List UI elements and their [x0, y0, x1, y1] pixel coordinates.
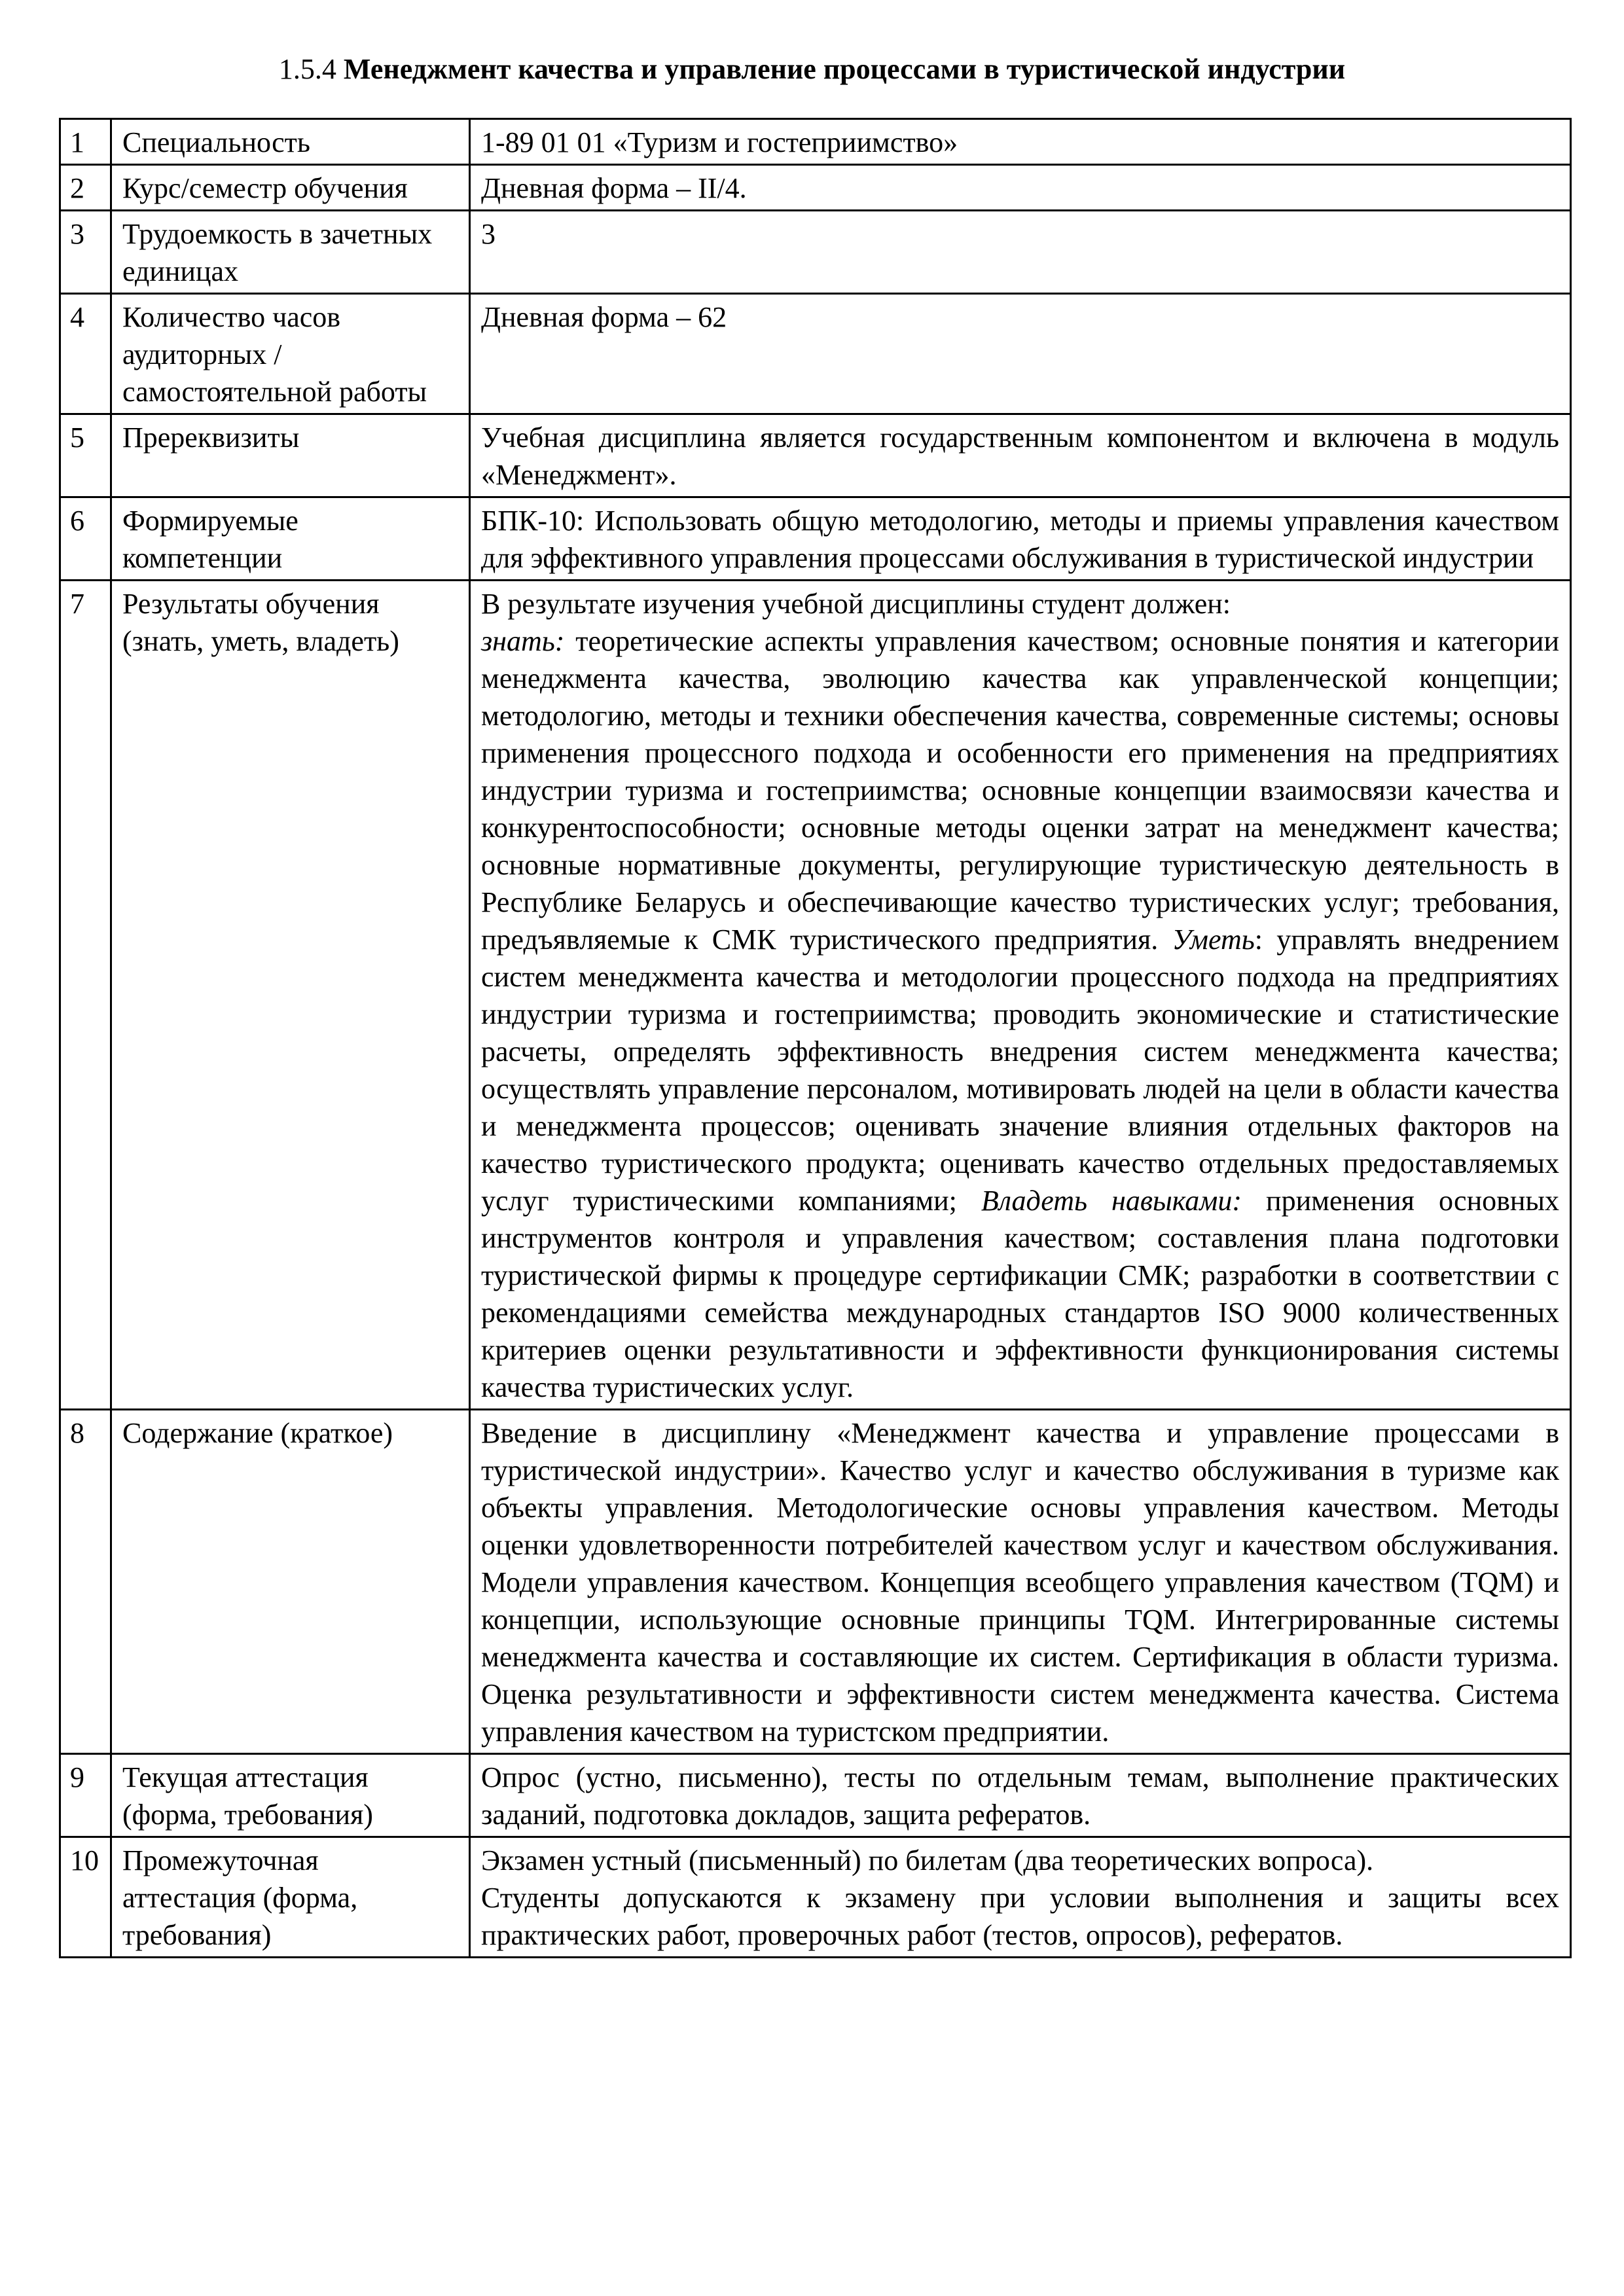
row-label: Результаты обучения (знать, уметь, владеть) [111, 581, 470, 1410]
row-number: 6 [60, 497, 111, 581]
row-label: Курс/семестр обучения [111, 165, 470, 211]
learning-outcomes [470, 581, 1571, 1410]
row-number: 3 [60, 211, 111, 294]
exam-admission-line: Студенты допускаются к экзамену при условии выполнения и защиты всех практических работ, проверочных работ (тестов, опросов), рефератов. [481, 1882, 1559, 1951]
row-value [470, 1837, 1571, 1958]
row-label: Количество часов аудиторных / самостоятельной работы [111, 294, 470, 414]
outcomes-body [481, 622, 1559, 1406]
row-number: 2 [60, 165, 111, 211]
row-value: Введение в дисциплину «Менеджмент качества и управление процессами в туристической индустрии». Качество услуг и качество обслуживания в туризме как объекты управления. Методологические основы управления качеством. Методы оценки удовлетворенности потребителей качеством услуг и качеством обслуживания. Модели управления качеством. Концепция всеобщего управления качеством (TQM) и концепции, использующие основные принципы TQM. Интегрированные системы менеджмента качества и составляющие их систем. Сертификация в области туризма. Оценка результативности и эффективности систем менеджмента качества. Система управления качеством на туристском предприятии. [470, 1410, 1571, 1754]
table-row [60, 294, 1571, 414]
section-title: Менеджмент качества и управление процессами в туристической индустрии [343, 53, 1346, 85]
table-row [60, 1837, 1571, 1958]
table-row [60, 165, 1571, 211]
know-text: теоретические аспекты управления качеством; основные понятия и категории менеджмента качества, эволюцию качества как управленческой концепции; методологию, методы и техники обеспечения качества, современные системы; основы применения процессного подхода и особенности его применения на предприятиях индустрии туризма и гостеприимства; основные концепции взаимосвязи качества и конкурентоспособности; основные методы оценки затрат на менеджмент качества; основные нормативные документы, регулирующие туристическую деятельность в Республике Беларусь и обеспечивающие качество туристических услуг; требования, предъявляемые к СМК туристического предприятия. [481, 625, 1559, 956]
row-number: 8 [60, 1410, 111, 1754]
own-text: применения основных инструментов контроля и управления качеством; составления плана подготовки туристической фирмы к процедуре сертификации СМК; разработки в соответствии с рекомендациями семейства международных стандартов ISO 9000 количественных критериев оценки результативности и эффективности функционирования системы качества туристических услуг. [481, 1185, 1559, 1403]
row-number: 4 [60, 294, 111, 414]
row-value: 1-89 01 01 «Туризм и гостеприимство» [470, 119, 1571, 165]
can-text: : управлять внедрением систем менеджмента качества и методологии процессного подхода на предприятиях индустрии туризма и гостеприимства; проводить экономические и статистические расчеты, определять эффективность внедрения систем менеджмента качества; осуществлять управление персоналом, мотивировать людей на цели в области качества и менеджмента процессов; оценивать значение влияния отдельных факторов на качество туристического продукта; оценивать качество отдельных предоставляемых услуг туристическими компаниями; [481, 924, 1559, 1217]
row-number: 7 [60, 581, 111, 1410]
table-row [60, 581, 1571, 1410]
row-number: 1 [60, 119, 111, 165]
own-label: Владеть навыками: [981, 1185, 1242, 1217]
row-number: 5 [60, 414, 111, 497]
discipline-info-table [59, 118, 1572, 1958]
table-row [60, 414, 1571, 497]
row-value: 3 [470, 211, 1571, 294]
row-value: Дневная форма – 62 [470, 294, 1571, 414]
table-row [60, 119, 1571, 165]
table-row [60, 1410, 1571, 1754]
section-number: 1.5.4 [278, 53, 336, 85]
table-row [60, 1754, 1571, 1837]
row-label: Пререквизиты [111, 414, 470, 497]
table-row [60, 497, 1571, 581]
row-label: Текущая аттестация (форма, требования) [111, 1754, 470, 1837]
row-label: Промежуточная аттестация (форма, требования) [111, 1837, 470, 1958]
know-label: знать: [481, 625, 565, 657]
outcomes-intro: В результате изучения учебной дисциплины студент должен: [481, 588, 1231, 620]
row-label: Формируемые компетенции [111, 497, 470, 581]
row-number: 9 [60, 1754, 111, 1837]
row-value: Опрос (устно, письменно), тесты по отдельным темам, выполнение практических заданий, подготовка докладов, защита рефератов. [470, 1754, 1571, 1837]
row-label: Специальность [111, 119, 470, 165]
row-value: Дневная форма – II/4. [470, 165, 1571, 211]
row-label: Трудоемкость в зачетных единицах [111, 211, 470, 294]
document-title [0, 51, 1624, 88]
can-label: Уметь [1172, 924, 1255, 956]
row-number: 10 [60, 1837, 111, 1958]
row-label: Содержание (краткое) [111, 1410, 470, 1754]
row-value: БПК-10: Использовать общую методологию, методы и приемы управления качеством для эффективного управления процессами обслуживания в туристической индустрии [470, 497, 1571, 581]
row-value: Учебная дисциплина является государственным компонентом и включена в модуль «Менеджмент». [470, 414, 1571, 497]
table-row [60, 211, 1571, 294]
exam-line: Экзамен устный (письменный) по билетам (два теоретических вопроса). [481, 1844, 1374, 1876]
